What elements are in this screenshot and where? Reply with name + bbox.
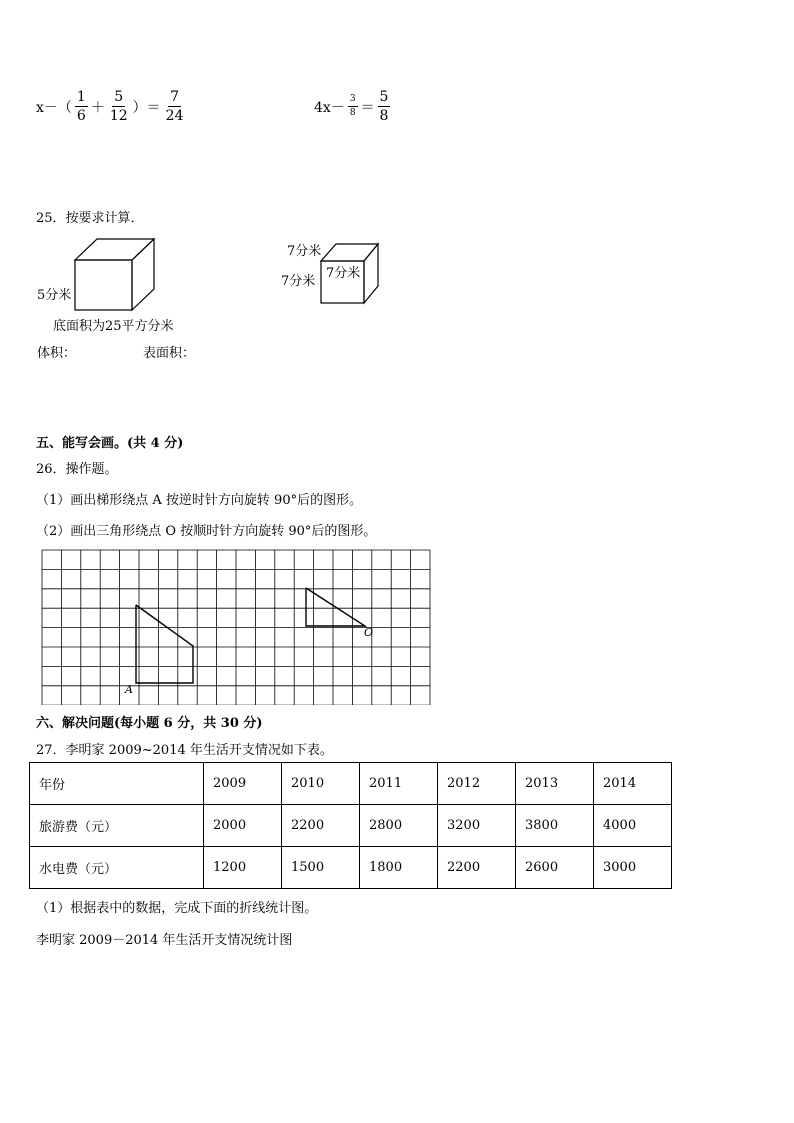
eq1-f2-num: 5 bbox=[114, 89, 124, 105]
q27-task-1: （1）根据表中的数据，完成下面的折线统计图。 bbox=[36, 901, 318, 916]
cube-1-side-face bbox=[132, 239, 154, 310]
cube-2-top-label: 7分米 bbox=[287, 244, 322, 259]
eq1-f3-den: 24 bbox=[165, 108, 184, 124]
eq1-f3-num: 7 bbox=[170, 89, 180, 105]
table-cell: 4000 bbox=[594, 805, 672, 847]
expense-table bbox=[29, 762, 672, 889]
cube-2-side-face bbox=[364, 244, 378, 303]
table-header-row bbox=[30, 763, 672, 805]
table-cell: 2200 bbox=[438, 847, 516, 889]
table-cell: 2000 bbox=[204, 805, 282, 847]
table-cell: 2009 bbox=[204, 763, 282, 805]
table-cell: 2800 bbox=[360, 805, 438, 847]
triangle-shape bbox=[306, 588, 365, 626]
eq1-fraction-1 bbox=[75, 90, 88, 123]
volume-label: 体积： bbox=[37, 346, 77, 361]
eq2-f1-den: 8 bbox=[349, 108, 356, 118]
eq1-plus: ＋ bbox=[90, 99, 105, 116]
eq1-prefix: x－（ bbox=[36, 99, 72, 116]
table-cell: 2012 bbox=[438, 763, 516, 805]
eq1-fraction-2 bbox=[108, 90, 130, 123]
q27-title: 27．李明家 2009~2014 年生活开支情况如下表。 bbox=[36, 743, 333, 758]
eq2-f2-den: 8 bbox=[379, 108, 389, 124]
equation-1 bbox=[36, 90, 185, 123]
table-cell: 2013 bbox=[516, 763, 594, 805]
cube-2-top-face bbox=[321, 244, 378, 261]
table-cell: 3800 bbox=[516, 805, 594, 847]
equation-2 bbox=[314, 90, 390, 123]
cube-1-front-face bbox=[75, 260, 132, 310]
eq2-fraction-1 bbox=[348, 95, 358, 118]
table-cell: 2011 bbox=[360, 763, 438, 805]
table-cell: 1800 bbox=[360, 847, 438, 889]
cube-1-caption: 底面积为25平方分米 bbox=[53, 319, 174, 334]
cube-2-front-label: 7分米 bbox=[326, 266, 361, 281]
eq2-prefix: 4x－ bbox=[314, 99, 345, 116]
table-cell: 2010 bbox=[282, 763, 360, 805]
chart-title: 李明家 2009－2014 年生活开支情况统计图 bbox=[36, 933, 293, 948]
table-cell: 旅游费（元） bbox=[30, 805, 204, 847]
eq1-f1-den: 6 bbox=[76, 108, 86, 124]
table-cell: 2200 bbox=[282, 805, 360, 847]
point-a-label: A bbox=[125, 683, 133, 696]
q26-title: 26．操作题。 bbox=[36, 462, 118, 477]
eq2-f1-num: 3 bbox=[348, 95, 358, 107]
table-cell: 水电费（元） bbox=[30, 847, 204, 889]
table-row bbox=[30, 805, 672, 847]
surface-area-label: 表面积： bbox=[143, 346, 196, 361]
cube-2-left-label: 7分米 bbox=[281, 274, 316, 289]
section-5-heading: 五、能写会画。(共 4 分) bbox=[36, 436, 184, 451]
q25-title: 25．按要求计算． bbox=[36, 211, 144, 226]
table-cell: 1200 bbox=[204, 847, 282, 889]
point-o-label: O bbox=[364, 626, 374, 639]
cube-1-height-label: 5分米 bbox=[37, 288, 72, 303]
eq2-eq: ＝ bbox=[360, 99, 375, 116]
eq2-fraction-2 bbox=[378, 90, 391, 123]
table-cell: 3000 bbox=[594, 847, 672, 889]
q26-task-2: （2）画出三角形绕点 O 按顺时针方向旋转 90°后的图形。 bbox=[36, 524, 377, 539]
grid-figure bbox=[40, 548, 440, 705]
eq1-fraction-3 bbox=[164, 90, 186, 123]
table-cell: 2014 bbox=[594, 763, 672, 805]
eq1-f2-den: 12 bbox=[109, 108, 128, 124]
eq1-f1-num: 1 bbox=[76, 89, 86, 105]
section-6-heading: 六、解决问题(每小题 6 分，共 30 分) bbox=[36, 716, 263, 731]
table-cell: 1500 bbox=[282, 847, 360, 889]
table-cell: 2600 bbox=[516, 847, 594, 889]
table-cell: 3200 bbox=[438, 805, 516, 847]
cube-1-figure bbox=[70, 236, 160, 316]
table-cell: 年份 bbox=[30, 763, 204, 805]
table-row bbox=[30, 847, 672, 889]
eq1-close-eq: ）＝ bbox=[132, 99, 161, 116]
q26-task-1: （1）画出梯形绕点 A 按逆时针方向旋转 90°后的图形。 bbox=[36, 493, 363, 508]
eq2-f2-num: 5 bbox=[379, 89, 389, 105]
trapezoid-shape bbox=[136, 605, 193, 683]
